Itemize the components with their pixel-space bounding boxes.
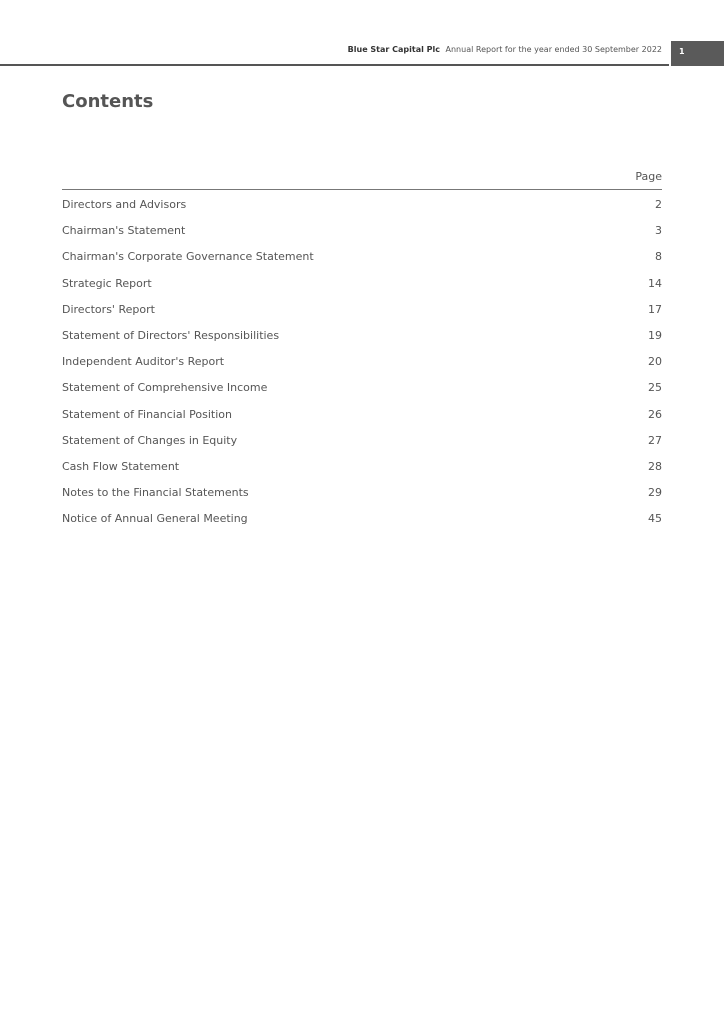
toc-entry[interactable]	[62, 484, 662, 510]
toc-entry[interactable]	[62, 379, 662, 405]
toc-entry-page: 17	[648, 302, 662, 316]
toc-entry-title: Notice of Annual General Meeting	[62, 512, 248, 526]
page-number: 1	[679, 47, 685, 56]
toc-entry-title: Strategic Report	[62, 276, 152, 290]
toc-entry-title: Statement of Comprehensive Income	[62, 381, 268, 395]
toc-entry-title: Statement of Changes in Equity	[62, 433, 238, 447]
toc-entry-title: Statement of Directors' Responsibilities	[62, 328, 280, 342]
toc-entry[interactable]	[62, 248, 662, 274]
toc-entry[interactable]	[62, 432, 662, 458]
toc-entry[interactable]	[62, 222, 662, 248]
running-header	[348, 45, 662, 54]
table-of-contents	[62, 196, 662, 536]
toc-entry-title: Chairman's Statement	[62, 224, 186, 238]
toc-page-column-header: Page	[635, 170, 662, 183]
toc-entry[interactable]	[62, 353, 662, 379]
toc-entry-title: Notes to the Financial Statements	[62, 486, 249, 500]
toc-divider	[62, 189, 662, 190]
toc-entry-page: 26	[648, 407, 662, 421]
toc-entry-page: 27	[648, 433, 662, 447]
toc-entry-title: Cash Flow Statement	[62, 459, 180, 473]
toc-entry-page: 2	[655, 198, 662, 211]
toc-entry-title: Statement of Financial Position	[62, 407, 232, 421]
toc-entry[interactable]	[62, 275, 662, 301]
toc-entry-page: 29	[648, 486, 662, 500]
toc-entry-title: Directors and Advisors	[62, 198, 187, 211]
header-report-description: Annual Report for the year ended 30 September 2022	[445, 45, 662, 54]
toc-entry-page: 28	[648, 459, 662, 473]
header-company-name: Blue Star Capital Plc	[347, 45, 440, 54]
toc-entry-page: 19	[648, 328, 662, 342]
toc-entry-title: Chairman's Corporate Governance Statement	[62, 250, 314, 264]
toc-entry-page: 45	[648, 512, 662, 526]
toc-entry-page: 3	[655, 224, 662, 238]
toc-entry[interactable]	[62, 510, 662, 536]
toc-entry-page: 14	[648, 276, 662, 290]
toc-entry-page: 8	[655, 250, 662, 264]
page-number-tab	[671, 41, 724, 66]
header-divider	[0, 64, 669, 66]
toc-entry[interactable]	[62, 196, 662, 222]
toc-entry-title: Independent Auditor's Report	[62, 355, 225, 369]
toc-entry[interactable]	[62, 327, 662, 353]
toc-entry-page: 20	[648, 355, 662, 369]
toc-entry-page: 25	[648, 381, 662, 395]
toc-entry-title: Directors' Report	[62, 302, 155, 316]
toc-entry[interactable]	[62, 458, 662, 484]
toc-entry[interactable]	[62, 301, 662, 327]
toc-entry[interactable]	[62, 406, 662, 432]
page-title: Contents	[62, 91, 154, 112]
